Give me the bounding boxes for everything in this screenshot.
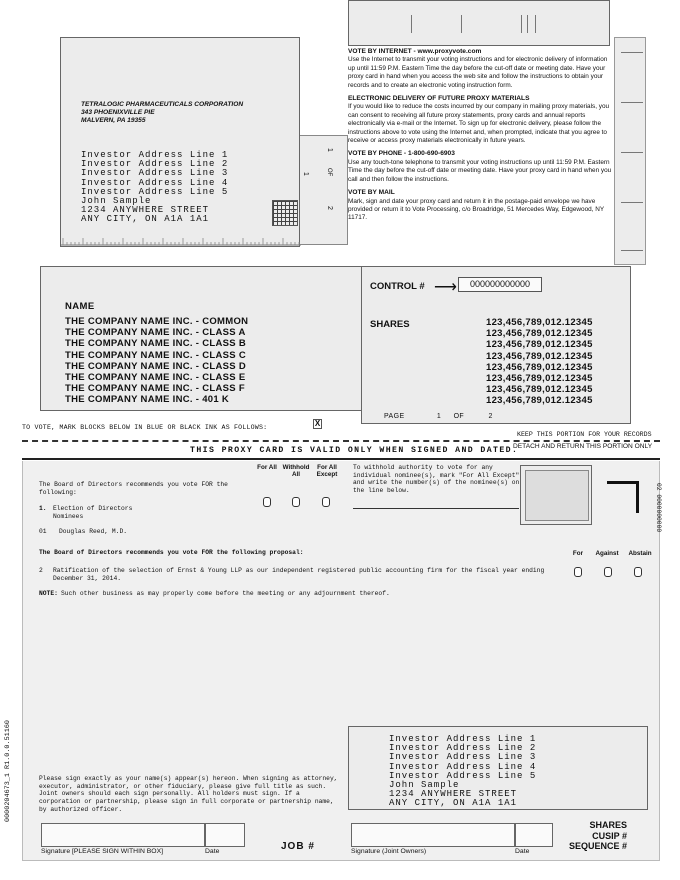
- item2-number: 2: [39, 567, 43, 574]
- board-recommendation-2: The Board of Directors recommends you vote FOR the following proposal:: [39, 549, 304, 556]
- detach-note: DETACH AND RETURN THIS PORTION ONLY: [513, 443, 653, 450]
- class-name: THE COMPANY NAME INC. - CLASS C: [65, 349, 247, 361]
- company-city: MALVERN, PA 19355: [81, 117, 146, 124]
- class-name: THE COMPANY NAME INC. - CLASS A: [65, 327, 246, 339]
- vote-for-all-except-checkbox[interactable]: [322, 497, 330, 507]
- note-label: NOTE:: [39, 590, 58, 597]
- investor-line: Investor Address Line 5: [389, 770, 537, 781]
- joint-signature-box[interactable]: [351, 823, 515, 847]
- investor-line: Investor Address Line 1: [389, 734, 537, 744]
- page-label: PAGE: [384, 413, 405, 420]
- share-amount: 123,456,789,012.12345: [486, 361, 593, 373]
- investor-line: John Sample: [81, 196, 152, 207]
- investor-line: Investor Address Line 2: [81, 159, 229, 170]
- internet-heading: VOTE BY INTERNET - www.proxyvote.com: [348, 48, 482, 55]
- phone-body: Use any touch-tone telephone to transmit your voting instructions up until 11:59 P.M. Eastern Time the day before the cut-off date or meeting date. Have your proxy card in hand when you call and then follow the instructions.: [348, 158, 612, 183]
- investor-line: Investor Address Line 4: [389, 761, 537, 772]
- signature-box[interactable]: [41, 823, 205, 847]
- page-number: 1: [436, 413, 442, 420]
- share-amount: 123,456,789,012.12345: [486, 339, 593, 351]
- investor-line: ANY CITY, ON A1A 1A1: [81, 214, 210, 225]
- share-amount: 123,456,789,012.12345: [486, 373, 593, 385]
- share-amount: 123,456,789,012.12345: [486, 384, 593, 396]
- divider-line: [22, 458, 660, 460]
- investor-line: Investor Address Line 4: [81, 177, 229, 188]
- class-name: THE COMPANY NAME INC. - CLASS F: [65, 383, 245, 395]
- company-name: TETRALOGIC PHARMACEUTICALS CORPORATION: [81, 101, 244, 108]
- investor-line: Investor Address Line 1: [81, 150, 229, 160]
- cusip-label: CUSIP #: [592, 830, 628, 841]
- company-class-list: [65, 316, 248, 406]
- mail-heading: VOTE BY MAIL: [348, 189, 395, 197]
- joint-date-box[interactable]: [515, 823, 553, 847]
- investor-address: [81, 151, 228, 225]
- share-amount: 123,456,789,012.12345: [486, 317, 593, 328]
- control-shares-panel: [361, 266, 631, 424]
- internet-body: Use the Internet to transmit your voting instructions and for electronic delivery of information up until 11:59 P.M. Eastern Time the day before the cut-off date or meeting date. Have your proxy card in hand when you access the web site and follow the instructions to obtain your records and to create an electronic voting instruction form.: [348, 56, 608, 89]
- col-for-all-except: For All Except: [316, 464, 338, 479]
- page-total-mark: 2: [326, 206, 333, 210]
- joint-date-label: Date: [515, 848, 530, 855]
- electronic-body: If you would like to reduce the costs incurred by our company in mailing proxy materials, you can consent to receiving all future proxy statements, proxy cards and annual reports electronically via e-mail or the Internet. To sign up for electronic delivery, please follow the instructions above to vote using the Internet and, when prompted, indicate that you agree to receive or access proxy materials electronically in future years.: [348, 103, 610, 145]
- vote-against-checkbox[interactable]: [604, 567, 612, 577]
- investor-line: 1234 ANYWHERE STREET: [389, 789, 518, 800]
- item2-text: Ratification of the selection of Ernst & Young LLP as our independent registered public accounting firm for the fiscal year ending December 31, 2014.: [53, 567, 545, 582]
- class-name: THE COMPANY NAME INC. - 401 K: [65, 394, 230, 406]
- vote-withhold-all-checkbox[interactable]: [292, 497, 300, 507]
- company-address: [81, 101, 243, 125]
- control-number: 000000000000: [458, 277, 542, 292]
- date-box[interactable]: [205, 823, 245, 847]
- board-recommendation-1: The Board of Directors recommends you vote FOR the following:: [39, 481, 228, 496]
- withhold-instruction: To withhold authority to vote for any individual nominee(s), mark "For All Except" and write the number(s) of the nominee(s) on the line below.: [353, 464, 520, 494]
- col-against: Against: [595, 550, 619, 557]
- share-amount: 123,456,789,012.12345: [486, 395, 593, 407]
- share-amount: 123,456,789,012.12345: [486, 350, 593, 362]
- vote-abstain-checkbox[interactable]: [634, 567, 642, 577]
- qr-code-icon: [525, 470, 589, 521]
- nominee-number: 01: [39, 528, 47, 535]
- investor-line: 1234 ANYWHERE STREET: [81, 205, 210, 216]
- item1-title: Election of Directors: [53, 505, 133, 512]
- note-text: Such other business as may properly come before the meeting or any adjournment thereof.: [61, 590, 390, 597]
- page-total: 2: [488, 413, 493, 420]
- vote-for-all-checkbox[interactable]: [263, 497, 271, 507]
- company-address-panel: [60, 37, 300, 247]
- page-of-mark: OF: [326, 168, 332, 177]
- document-code: 0000204673_1 R1.0.0.51160: [4, 720, 12, 822]
- shares-label-bottom: SHARES: [589, 820, 628, 830]
- sequence-label: SEQUENCE #: [569, 841, 628, 851]
- col-for: For: [572, 550, 584, 557]
- investor-line: Investor Address Line 3: [389, 752, 537, 763]
- job-number-label: JOB #: [281, 841, 315, 852]
- page-indicator: [384, 413, 493, 420]
- name-label: NAME: [65, 301, 95, 312]
- nominee-write-line[interactable]: [353, 508, 519, 509]
- registration-corner-mark: [607, 481, 639, 513]
- class-name: THE COMPANY NAME INC. - CLASS D: [65, 360, 247, 372]
- electronic-heading: ELECTRONIC DELIVERY OF FUTURE PROXY MATERIALS: [348, 95, 530, 103]
- col-for-all: For All: [257, 464, 277, 471]
- investor-address-2: [389, 735, 536, 809]
- class-name: THE COMPANY NAME INC. - CLASS E: [65, 372, 246, 384]
- nominee-name: Douglas Reed, M.D.: [59, 528, 128, 535]
- sheet-mark: 1: [302, 172, 309, 176]
- right-margin-strip: [614, 37, 646, 265]
- page-of: OF: [453, 413, 465, 420]
- investor-line: John Sample: [389, 780, 460, 791]
- signature-label: Signature [PLEASE SIGN WITHIN BOX]: [41, 848, 164, 855]
- barcode-box: [348, 0, 610, 46]
- mark-instruction: TO VOTE, MARK BLOCKS BELOW IN BLUE OR BLACK INK AS FOLLOWS:: [22, 424, 268, 431]
- holdings-name-panel: [40, 266, 362, 411]
- investor-line: Investor Address Line 2: [389, 743, 537, 754]
- shares-list: [486, 317, 593, 407]
- control-label: CONTROL #: [370, 281, 425, 292]
- grid-barcode-icon: [272, 200, 298, 226]
- voting-instructions: [348, 48, 614, 228]
- item1-number: 1.: [39, 505, 47, 512]
- return-address-panel: [348, 726, 648, 810]
- shares-label: SHARES: [370, 319, 410, 330]
- item1-subtitle: Nominees: [53, 513, 84, 520]
- detach-dashed-line: [22, 440, 660, 442]
- vote-for-checkbox[interactable]: [574, 567, 582, 577]
- share-amount: 123,456,789,012.12345: [486, 328, 593, 340]
- keep-portion-note: KEEP THIS PORTION FOR YOUR RECORDS: [517, 431, 652, 438]
- page-count-strip: [300, 135, 348, 245]
- joint-signature-label: Signature (Joint Owners): [351, 848, 427, 855]
- class-name: THE COMPANY NAME INC. - COMMON: [65, 316, 249, 327]
- page-one-mark: 1: [326, 148, 333, 152]
- side-code: 02 0000000000: [655, 483, 662, 533]
- col-abstain: Abstain: [628, 550, 652, 557]
- class-name: THE COMPANY NAME INC. - CLASS B: [65, 338, 247, 350]
- mail-body: Mark, sign and date your proxy card and return it in the postage-paid envelope we have provided or return it to Vote Processing, c/o Broadridge, 51 Mercedes Way, Edgewood, NY 11717.: [348, 197, 604, 222]
- valid-notice: THIS PROXY CARD IS VALID ONLY WHEN SIGNED AND DATED.: [190, 446, 519, 455]
- company-street: 343 PHOENIXVILLE PIE: [81, 109, 155, 116]
- phone-heading: VOTE BY PHONE - 1-800-690-6903: [348, 150, 455, 158]
- signing-instructions: Please sign exactly as your name(s) appear(s) hereon. When signing as attorney, executor, administrator, or other fiduciary, please give full title as such. Joint owners should each sign personally. All holders must sign. If a corporation or partnership, please sign in full corporate or partnership name, by authorized officer.: [39, 775, 338, 813]
- example-mark: X: [314, 419, 321, 428]
- col-withhold-all: Withhold All: [282, 464, 310, 479]
- investor-line: ANY CITY, ON A1A 1A1: [389, 798, 518, 809]
- shares-cusip-block: [569, 820, 627, 852]
- ruler-marks: [61, 234, 301, 246]
- investor-line: Investor Address Line 5: [81, 186, 229, 197]
- qr-code-box: [520, 465, 592, 525]
- investor-line: Investor Address Line 3: [81, 168, 229, 179]
- arrow-right-icon: ⟶: [434, 279, 457, 296]
- date-label: Date: [205, 848, 220, 855]
